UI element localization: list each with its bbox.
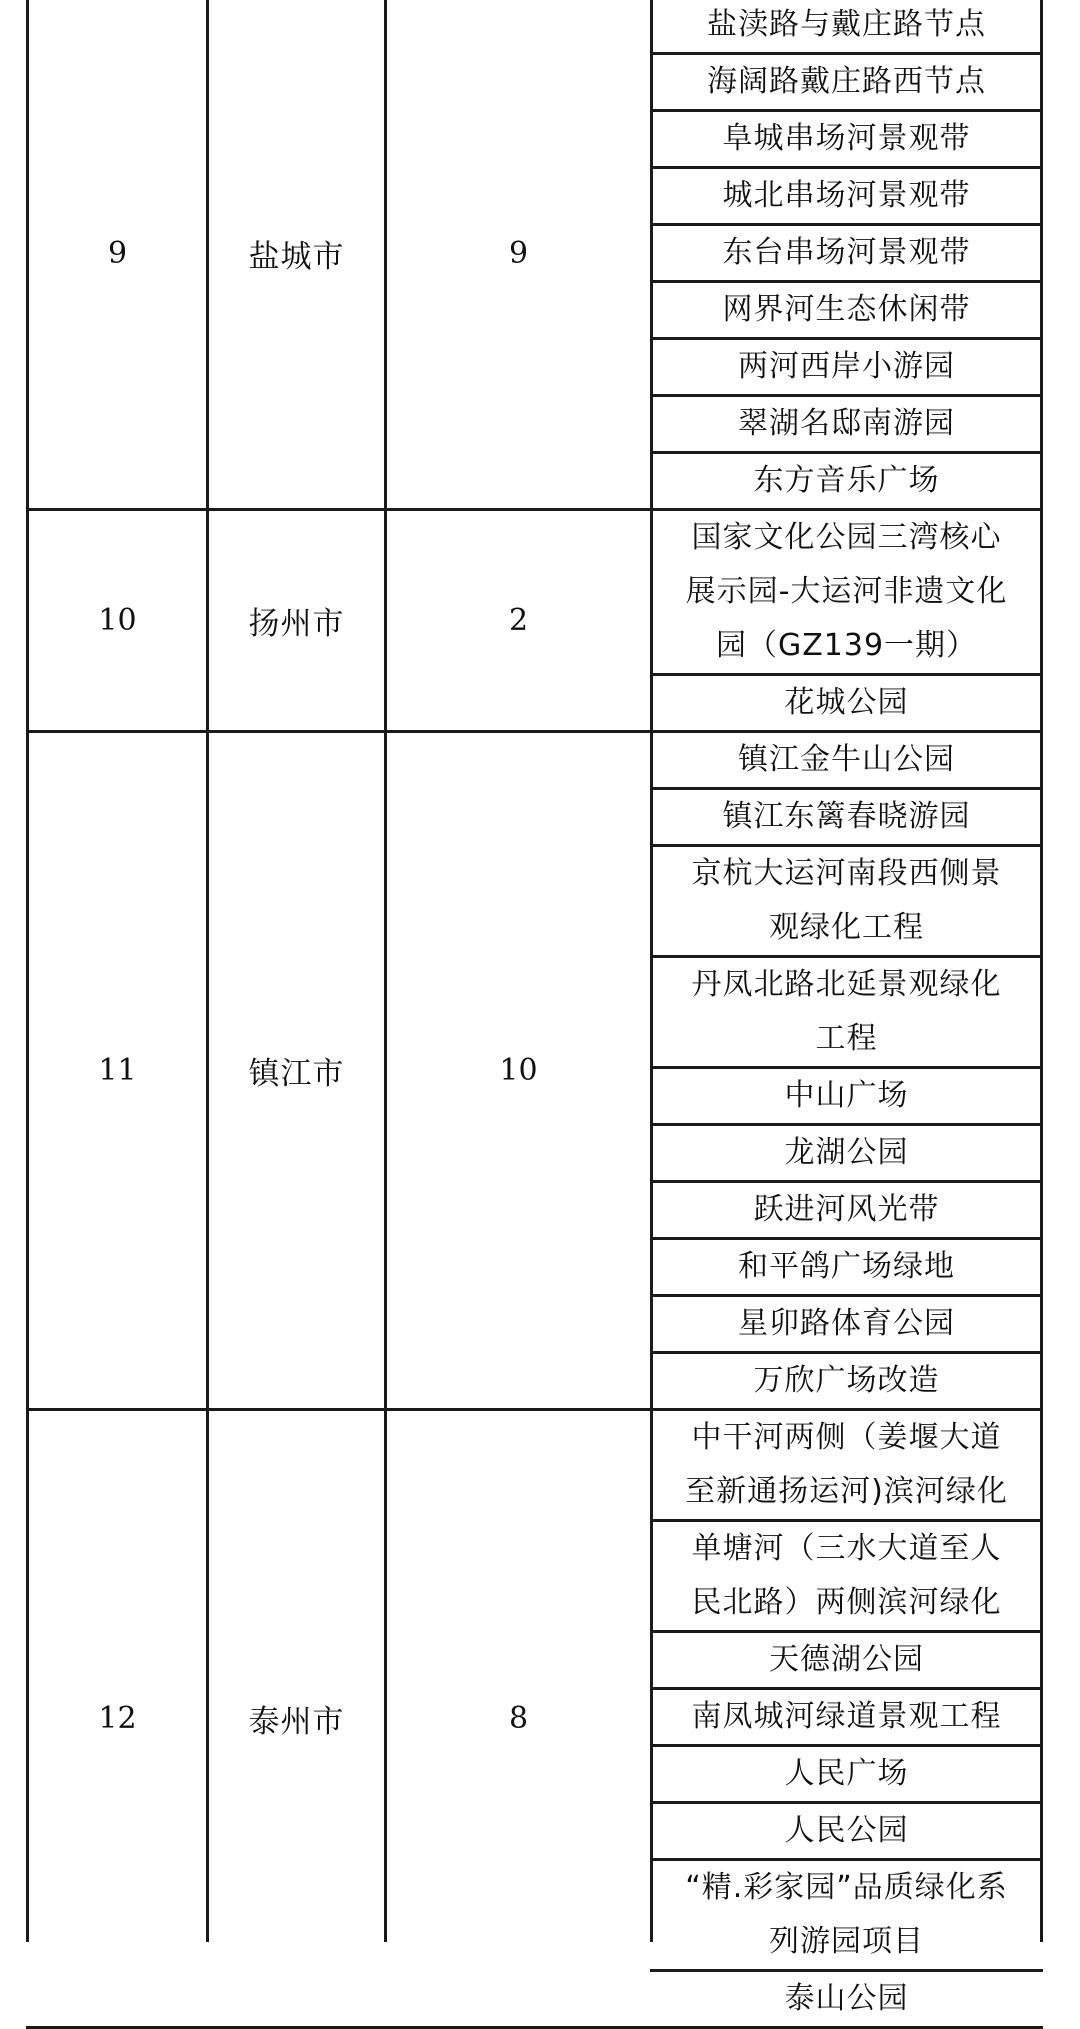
project-name-line: 中山广场 [784,1078,909,1113]
project-count-cell: 8 [508,1701,529,1736]
project-name-line: 东方音乐广场 [753,463,940,498]
project-name-cell [653,733,1040,787]
project-count-cell: 2 [508,603,529,638]
project-name-line: 列游园项目 [769,1924,924,1959]
project-name-cell [653,1690,1040,1744]
project-name-line: 中干河两侧（姜堰大道 [691,1420,1002,1455]
project-name-cell [653,1240,1040,1294]
project-name-cell [653,283,1040,337]
project-name-line: 星卯路体育公园 [738,1306,955,1341]
column-rule [206,0,209,1942]
column-rule [650,0,653,1942]
project-name-line: 海阔路戴庄路西节点 [707,64,986,99]
project-name-line: 人民公园 [784,1813,909,1848]
project-name-cell [653,847,1040,955]
project-name-cell [653,1126,1040,1180]
project-name-line: 京杭大运河南段西侧景 [691,856,1002,891]
project-name-line: 民北路）两侧滨河绿化 [691,1585,1002,1620]
project-name-cell [653,340,1040,394]
project-name-line: 镇江金牛山公园 [738,742,955,777]
project-name-line: 龙湖公园 [784,1135,909,1170]
project-name-line: 盐渎路与戴庄路节点 [707,7,986,42]
project-name-line: 跃进河风光带 [753,1192,940,1227]
column-rule [1040,0,1043,1942]
column-rule [384,0,387,1942]
project-name-line: 国家文化公园三湾核心 [691,520,1002,555]
project-name-cell [653,790,1040,844]
column-rule [26,0,29,1942]
project-name-cell [653,958,1040,1066]
project-name-line: 泰山公园 [784,1981,909,2016]
project-name-cell [653,1633,1040,1687]
project-name-line: 观绿化工程 [769,910,924,945]
project-name-cell [653,0,1040,52]
project-name-line: 两河西岸小游园 [738,349,955,384]
city-name-cell: 扬州市 [248,606,345,642]
project-name-line: 网界河生态休闲带 [722,292,971,327]
project-count-cell: 10 [499,1053,538,1088]
group-index-cell: 10 [98,603,137,638]
project-name-cell [653,1069,1040,1123]
project-count-cell: 9 [508,235,529,271]
project-name-cell [653,454,1040,508]
group-index-cell: 12 [98,1701,137,1736]
project-name-line: 人民广场 [784,1756,909,1791]
project-name-cell [653,1804,1040,1858]
project-name-line: 天德湖公园 [769,1642,924,1677]
project-name-line: 工程 [815,1021,878,1056]
project-name-line: 园（GZ139一期） [715,628,978,663]
project-name-cell [653,1861,1040,1969]
project-name-cell [653,676,1040,730]
project-name-cell [653,1747,1040,1801]
project-name-line: 至新通扬运河)滨河绿化 [685,1474,1008,1509]
group-index-cell: 9 [107,235,128,271]
project-name-line: 东台串场河景观带 [722,235,971,270]
city-name-cell: 泰州市 [248,1704,345,1740]
project-name-line: 花城公园 [784,685,909,720]
project-name-line: 单塘河（三水大道至人 [691,1531,1002,1566]
city-name-cell: 盐城市 [248,238,345,275]
project-name-cell [653,1972,1040,2026]
project-name-cell [653,1522,1040,1630]
project-name-line: 展示园-大运河非遗文化 [685,574,1008,609]
project-name-line: 阜城串场河景观带 [722,121,971,156]
project-name-cell [653,169,1040,223]
project-name-line: 城北串场河景观带 [722,178,971,213]
project-name-line: “精.彩家园”品质绿化系 [685,1870,1008,1905]
project-name-cell [653,1354,1040,1408]
project-name-cell [653,112,1040,166]
city-name-cell: 镇江市 [248,1056,345,1092]
project-name-cell [653,397,1040,451]
project-name-cell [653,1183,1040,1237]
project-name-line: 丹凤北路北延景观绿化 [691,967,1002,1002]
project-name-line: 翠湖名邸南游园 [738,406,955,441]
project-name-cell [653,1297,1040,1351]
project-name-line: 和平鸽广场绿地 [738,1249,955,1284]
project-name-cell [653,55,1040,109]
project-name-line: 万欣广场改造 [753,1363,940,1398]
project-name-cell [653,226,1040,280]
project-name-line: 镇江东篱春晓游园 [722,799,971,834]
project-name-line: 南凤城河绿道景观工程 [691,1699,1002,1734]
project-name-cell [653,511,1040,673]
project-name-cell [653,1411,1040,1519]
group-index-cell: 11 [98,1053,137,1088]
